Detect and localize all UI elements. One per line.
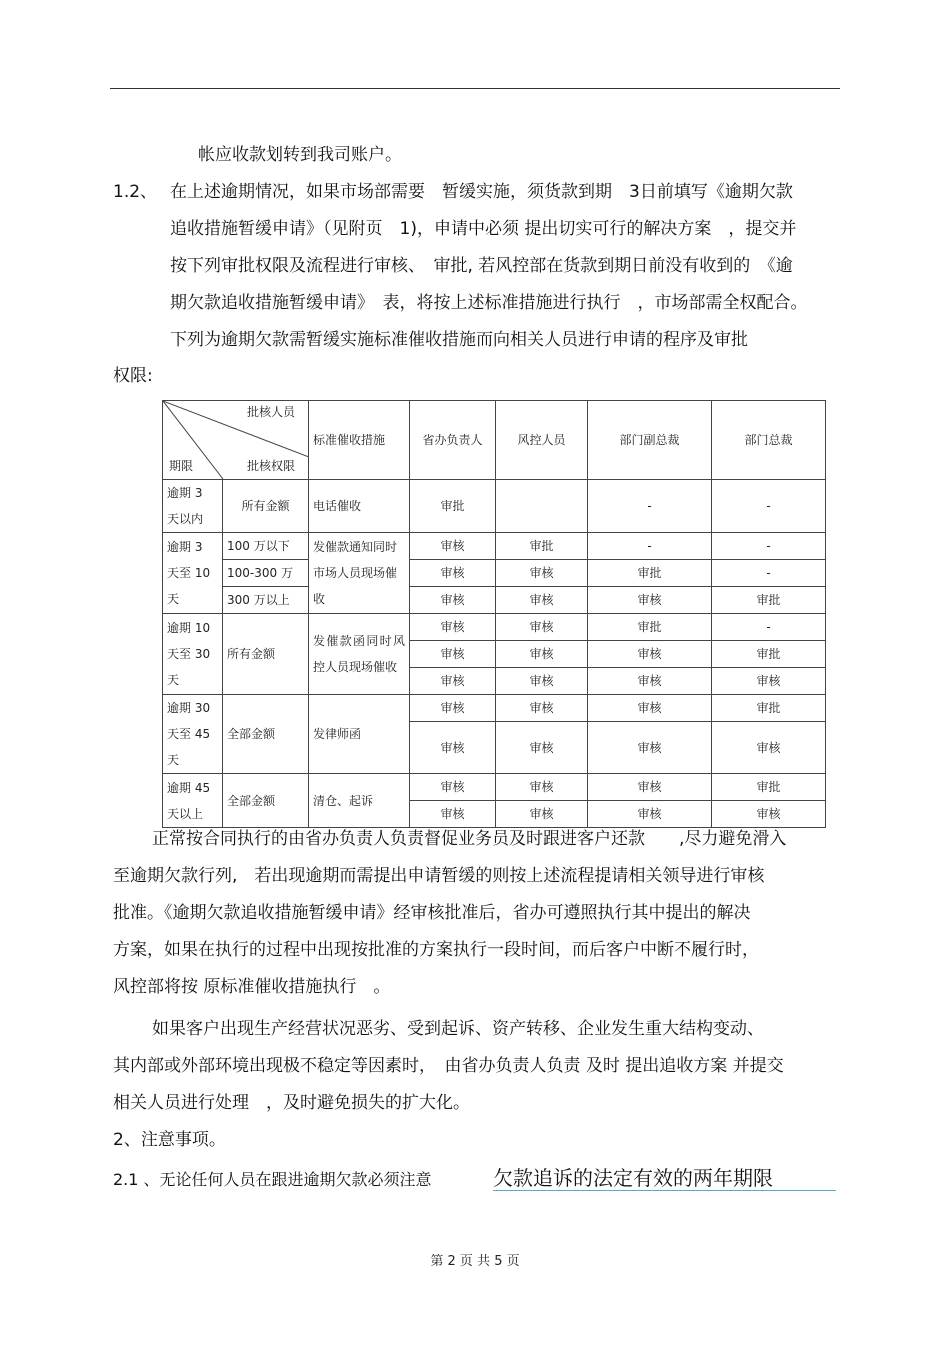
approval-cell: 审核: [712, 801, 826, 828]
corner-bottom-left-label: 期限: [169, 459, 194, 473]
measure-cell: 电话催收: [309, 480, 410, 533]
header-president: 部门总裁: [712, 401, 826, 480]
table-row: [163, 614, 826, 641]
approval-cell: 审批: [588, 560, 712, 587]
para-1-line-1: 正常按合同执行的由省办负责人负责督促业务员及时跟进客户还款 ,尽力避免滑入: [152, 829, 787, 849]
page-footer: 第 2 页 共 5 页: [430, 1254, 520, 1269]
amount-cell: 全部金额: [223, 774, 309, 828]
approval-cell: 审核: [496, 722, 588, 774]
approval-cell: 审核: [496, 695, 588, 722]
measure-cell: 清仓、起诉: [309, 774, 410, 828]
approval-cell: -: [712, 533, 826, 560]
line-3: 追收措施暂缓申请》（见附页 1)，申请中必须 提出切实可行的解决方案 ，提交并: [170, 219, 797, 239]
measure-cell: 发律师函: [309, 695, 410, 774]
approval-cell: -: [588, 480, 712, 533]
approval-cell: 审核: [588, 668, 712, 695]
section-number-1-2: 1.2、: [113, 182, 158, 202]
approval-cell: 审核: [410, 774, 496, 801]
para-2-line-2: 其内部或外部环境出现极不稳定等因素时， 由省办负责人负责 及时 提出追收方案 并提交: [113, 1056, 784, 1076]
line-4: 按下列审批权限及流程进行审核、 审批, 若风控部在货款到期日前没有收到的 《逾: [170, 256, 793, 276]
approval-cell: 审核: [496, 668, 588, 695]
corner-cell: [163, 401, 309, 480]
amount-cell: 所有金额: [223, 480, 309, 533]
amount-cell: 300 万以上: [223, 587, 309, 614]
table-row: [163, 587, 826, 614]
approval-cell: 审核: [410, 668, 496, 695]
corner-bottom-right-label: 批核权限: [247, 459, 296, 473]
table-header-row: [163, 401, 826, 480]
header-risk: 风控人员: [496, 401, 588, 480]
header-measure: 标准催收措施: [309, 401, 410, 480]
approval-cell: 审核: [410, 695, 496, 722]
approval-cell: -: [712, 614, 826, 641]
measure-cell: 发催款通知同时市场人员现场催收: [309, 533, 410, 614]
approval-cell: 审核: [588, 587, 712, 614]
approval-cell: 审批: [712, 695, 826, 722]
measure-cell: 发催款函同时风控人员现场催收: [309, 614, 410, 695]
approval-cell: 审批: [496, 533, 588, 560]
para-1-line-2: 至逾期欠款行列, 若出现逾期而需提出申请暂缓的则按上述流程提请相关领导进行审核: [113, 866, 765, 886]
approval-cell: 审核: [410, 614, 496, 641]
period-cell: 逾期 3 天以内: [163, 480, 223, 533]
approval-cell: 审核: [496, 560, 588, 587]
table-row: [163, 533, 826, 560]
section-2-heading: 2、注意事项。: [113, 1130, 226, 1150]
approval-cell: 审核: [410, 801, 496, 828]
para-2-line-1: 如果客户出现生产经营状况恶劣、受到起诉、资产转移、企业发生重大结构变动、: [152, 1019, 764, 1039]
approval-cell: 审核: [588, 801, 712, 828]
approval-cell: 审核: [496, 774, 588, 801]
approval-cell: 审核: [588, 774, 712, 801]
table-row: [163, 560, 826, 587]
approval-cell: 审批: [712, 641, 826, 668]
approval-cell: 审批: [712, 774, 826, 801]
highlight-underline: [493, 1190, 836, 1191]
period-cell: 逾期 45 天以上: [163, 774, 223, 828]
approval-cell: 审核: [588, 722, 712, 774]
corner-top-label: 批核人员: [247, 405, 296, 419]
approval-cell: 审核: [410, 587, 496, 614]
period-cell: 逾期 10 天至 30 天: [163, 614, 223, 695]
amount-cell: 100 万以下: [223, 533, 309, 560]
approval-cell: 审核: [410, 560, 496, 587]
approval-cell: -: [712, 480, 826, 533]
approval-cell: 审核: [496, 641, 588, 668]
line-2: 在上述逾期情况，如果市场部需要 暂缓实施，须货款到期 3日前填写《逾期欠款: [170, 182, 793, 202]
header-rule: [110, 88, 840, 89]
approval-cell: 审核: [410, 641, 496, 668]
para-1-line-3: 批准。《逾期欠款追收措施暂缓申请》经审核批准后，省办可遵照执行其中提出的解决: [113, 903, 751, 923]
approval-cell: 审核: [712, 722, 826, 774]
approval-cell: 审核: [712, 668, 826, 695]
approval-cell: -: [712, 560, 826, 587]
table-row: [163, 695, 826, 722]
para-1-line-5: 风控部将按 原标准催收措施执行 。: [113, 977, 391, 997]
approval-cell: 审核: [588, 641, 712, 668]
approval-cell: [496, 480, 588, 533]
line-1: 帐应收款划转到我司账户。: [198, 145, 402, 165]
table-row: [163, 480, 826, 533]
line-6: 下列为逾期欠款需暂缓实施标准催收措施而向相关人员进行申请的程序及审批: [170, 330, 748, 350]
period-cell: 逾期 3 天至 10 天: [163, 533, 223, 614]
approval-cell: 审核: [588, 695, 712, 722]
approval-cell: 审核: [410, 533, 496, 560]
highlighted-phrase: 欠款追诉的法定有效的两年期限: [493, 1166, 773, 1190]
approval-cell: 审核: [410, 722, 496, 774]
header-vp: 部门副总裁: [588, 401, 712, 480]
approval-cell: 审批: [712, 587, 826, 614]
amount-cell: 所有金额: [223, 614, 309, 695]
approval-cell: 审批: [410, 480, 496, 533]
amount-cell: 全部金额: [223, 695, 309, 774]
approval-cell: 审核: [496, 614, 588, 641]
para-1-line-4: 方案，如果在执行的过程中出现按批准的方案执行一段时间，而后客户中断不履行时，: [113, 940, 759, 960]
line-5: 期欠款追收措施暂缓申请》 表，将按上述标准措施进行执行 ，市场部需全权配合。: [170, 293, 808, 313]
approval-cell: 审核: [496, 587, 588, 614]
table-row: [163, 774, 826, 801]
period-cell: 逾期 30 天至 45 天: [163, 695, 223, 774]
line-7: 权限:: [113, 366, 153, 386]
approval-cell: 审核: [496, 801, 588, 828]
approval-cell: -: [588, 533, 712, 560]
para-2-line-3: 相关人员进行处理 ，及时避免损失的扩大化。: [113, 1093, 470, 1113]
amount-cell: 100-300 万: [223, 560, 309, 587]
header-province: 省办负责人: [410, 401, 496, 480]
approval-table: [162, 400, 826, 828]
approval-cell: 审批: [588, 614, 712, 641]
section-2-1-text: 2.1 、无论任何人员在跟进逾期欠款必须注意: [113, 1170, 432, 1189]
